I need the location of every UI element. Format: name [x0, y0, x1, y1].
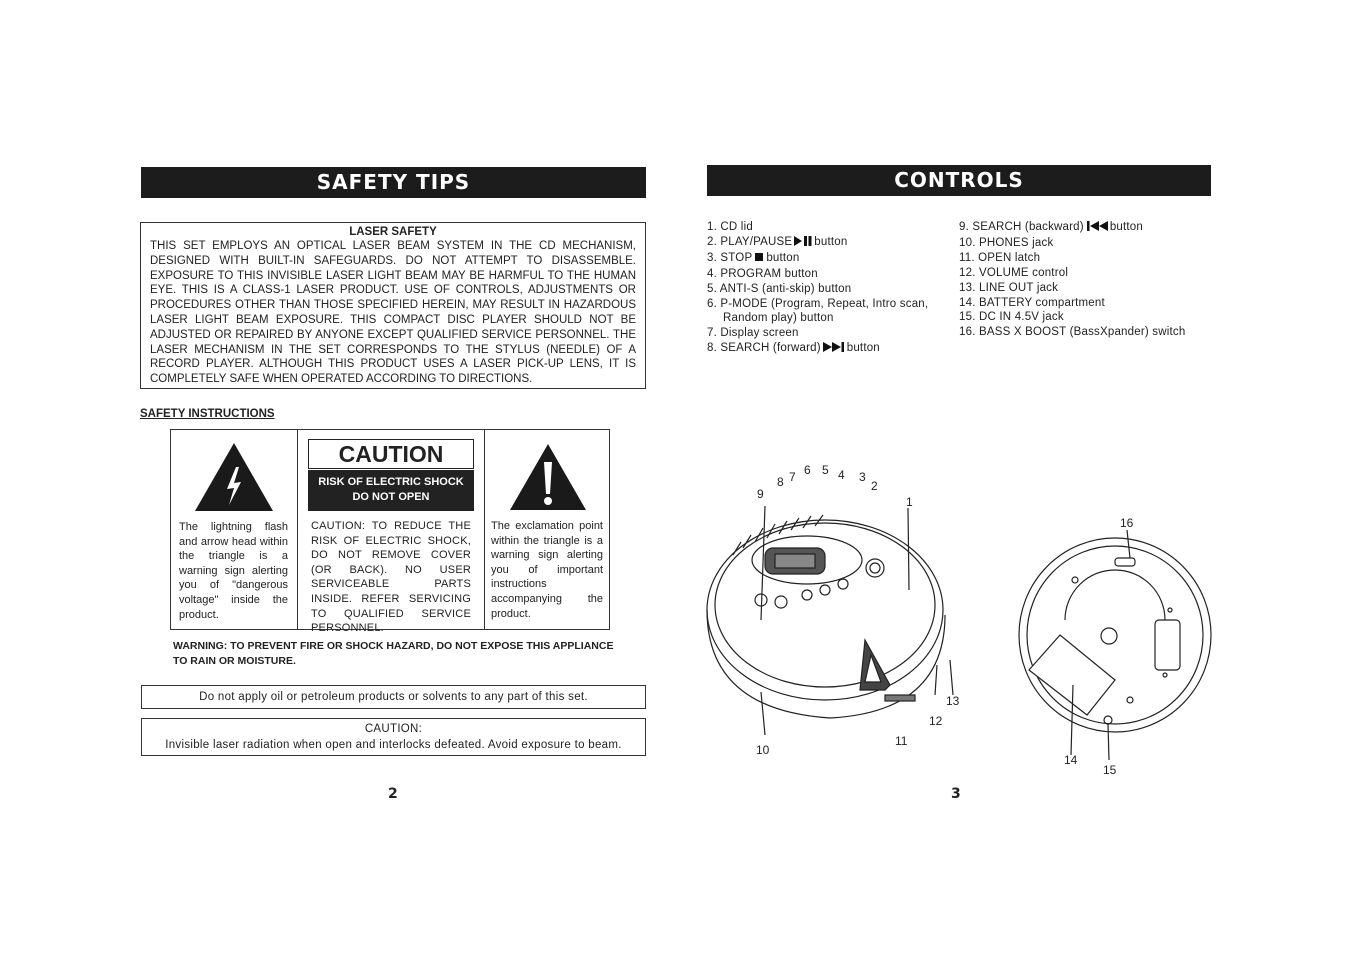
control-item [707, 341, 928, 357]
controls-list-right [959, 220, 1185, 340]
control-label: DC IN 4.5V jack [979, 311, 1064, 324]
lightning-cell [171, 430, 298, 629]
control-item [707, 311, 928, 326]
control-label: OPEN latch [978, 251, 1041, 264]
caution-shock-line1: RISK OF ELECTRIC SHOCK [318, 476, 464, 488]
control-item [707, 251, 928, 267]
control-item [959, 236, 1185, 251]
lightning-description: The lightning flash and arrow head within the triangle is a warning sign alerting you of "dangerous voltage" inside the product. [179, 521, 288, 621]
laser-caution-text: Invisible laser radiation when open and interlocks defeated. Avoid exposure to beam. [165, 739, 622, 751]
control-suffix: button [1109, 221, 1143, 233]
control-item [959, 220, 1185, 236]
control-number: 5. [707, 282, 717, 295]
control-number: 9. [959, 221, 969, 233]
control-label: BATTERY compartment [979, 296, 1105, 309]
page-number-right: 3 [951, 786, 961, 802]
exclamation-description: The exclamation point within the triangle is a warning sign alerting you of important instructions accompanying the product. [491, 520, 603, 620]
lightning-warning-icon [193, 441, 275, 513]
control-number: 6. [707, 297, 717, 310]
control-item [959, 266, 1185, 281]
callout-16: 16 [1120, 516, 1134, 530]
cd-player-back-diagram [1005, 510, 1225, 780]
callout-11: 11 [895, 734, 908, 748]
control-number: 15. [959, 311, 976, 324]
control-label: ANTI-S (anti-skip) button [719, 282, 852, 295]
control-label: PHONES jack [979, 236, 1054, 249]
safety-tips-banner: SAFETY TIPS [141, 167, 646, 198]
control-item [707, 220, 928, 235]
caution-shock-line2: DO NOT OPEN [352, 491, 430, 503]
fire-shock-warning [173, 639, 613, 669]
control-suffix: button [766, 251, 800, 264]
control-item [959, 296, 1185, 311]
control-item [959, 310, 1185, 325]
control-item [707, 267, 928, 282]
control-label: SEARCH (backward) [972, 221, 1084, 233]
control-number: 3. [707, 251, 717, 264]
callout-13: 13 [946, 694, 960, 708]
caution-label: CAUTION [308, 439, 474, 469]
callout-14: 14 [1064, 753, 1078, 767]
control-number: 11. [959, 251, 975, 264]
caution-shock-label [308, 470, 474, 511]
callout-5: 5 [822, 463, 829, 477]
control-item [959, 281, 1185, 296]
caution-panel [170, 429, 610, 635]
control-suffix: button [814, 235, 848, 248]
exclamation-warning-icon [508, 442, 588, 512]
callout-6: 6 [804, 463, 811, 477]
safety-instructions-heading: SAFETY INSTRUCTIONS [140, 408, 275, 420]
laser-safety-title: LASER SAFETY [349, 226, 437, 238]
control-label: BASS X BOOST (BassXpander) switch [979, 326, 1186, 339]
control-label: CD lid [720, 221, 753, 233]
warning-line-2: TO RAIN OR MOISTURE. [173, 655, 296, 667]
callout-4: 4 [838, 468, 845, 482]
laser-safety-box [140, 222, 646, 389]
control-item [959, 325, 1185, 340]
control-label: P-MODE (Program, Repeat, Intro scan, [720, 297, 929, 310]
control-number: 10. [959, 236, 976, 249]
control-label: VOLUME control [979, 266, 1069, 279]
laser-caution-box [141, 718, 646, 756]
control-suffix: button [846, 342, 880, 355]
cd-player-front-diagram [695, 460, 975, 760]
control-label: Display screen [720, 327, 799, 340]
control-label: SEARCH (forward) [720, 342, 821, 355]
warning-line-1: WARNING: TO PREVENT FIRE OR SHOCK HAZARD, DO NOT EXPOSE THIS APPLIANCE [173, 640, 614, 652]
controls-banner: CONTROLS [707, 165, 1211, 196]
control-item [707, 297, 928, 312]
callout-7: 7 [789, 470, 796, 484]
control-item [707, 326, 928, 341]
callout-9: 9 [757, 487, 764, 501]
oil-note-text: Do not apply oil or petroleum products or solvents to any part of this set. [199, 691, 588, 703]
control-number: 1. [707, 221, 717, 233]
caution-cell [298, 430, 485, 635]
control-item [707, 282, 928, 297]
control-number: 13. [959, 281, 976, 294]
callout-15: 15 [1103, 763, 1117, 777]
callout-10: 10 [756, 743, 770, 757]
controls-list-left [707, 220, 928, 357]
page-number-left: 2 [388, 786, 398, 802]
control-label: STOP [720, 251, 753, 264]
callout-8: 8 [777, 475, 784, 489]
stop-icon [754, 252, 764, 267]
laser-safety-text: THIS SET EMPLOYS AN OPTICAL LASER BEAM SYSTEM IN THE CD MECHANISM, DESIGNED WITH BUILT-IN SAFEGUARDS. DO NOT ATTEMPT TO DISASSEMBLE. EXPOSURE TO THIS INVISIBLE LASER LIGHT BEAM MAY BE HARMFUL TO THE HUMAN EYE. THIS IS A CLASS-1 LASER PRODUCT. USE OF CONTROLS, ADJUSTMENTS OR PROCEDURES OTHER THAN THOSE SPECIFIED HEREIN, MAY RESULT IN HAZARDOUS LASER LIGHT BEAM EXPOSURE. THIS COMPACT DISC PLAYER SHOULD NOT BE ADJUSTED OR REPAIRED BY ANYONE EXCEPT QUALIFIED SERVICE PERSONNEL. THE LASER MECHANISM IN THE SET CORRESPONDS TO THE STYLUS (NEEDLE) OF A RECORD PLAYER. ALTHOUGH THIS PRODUCT USES A LASER PICK-UP LENS, IT IS COMPLETELY SAFE WHEN OPERATED ACCORDING TO DIRECTIONS. [150, 240, 636, 386]
oil-note-box [141, 685, 646, 709]
control-label: PLAY/PAUSE [720, 235, 793, 248]
control-number: 7. [707, 327, 717, 340]
control-item [959, 251, 1185, 266]
control-label: Random play) button [723, 312, 834, 325]
control-number: 12. [959, 266, 976, 279]
control-label: LINE OUT jack [979, 281, 1059, 294]
control-number: 14. [959, 296, 976, 309]
callout-2: 2 [871, 479, 878, 493]
backward-icon [1086, 221, 1108, 236]
control-label: PROGRAM button [720, 267, 818, 280]
exclamation-cell [485, 430, 610, 629]
control-number: 8. [707, 342, 717, 355]
control-number: 16. [959, 326, 976, 339]
control-item [707, 235, 928, 251]
callout-3: 3 [859, 470, 866, 484]
caution-description: CAUTION: TO REDUCE THE RISK OF ELECTRIC SHOCK, DO NOT REMOVE COVER (OR BACK). NO USER SERVICEABLE PARTS INSIDE. REFER SERVICING TO QUALIFIED SERVICE PERSONNEL. [311, 520, 471, 635]
callout-1: 1 [906, 495, 913, 509]
control-number: 2. [707, 235, 717, 248]
callout-12: 12 [929, 714, 943, 728]
forward-icon [823, 342, 845, 357]
laser-caution-title: CAUTION: [364, 723, 423, 735]
play-pause-icon [794, 236, 812, 251]
control-number: 4. [707, 267, 717, 280]
